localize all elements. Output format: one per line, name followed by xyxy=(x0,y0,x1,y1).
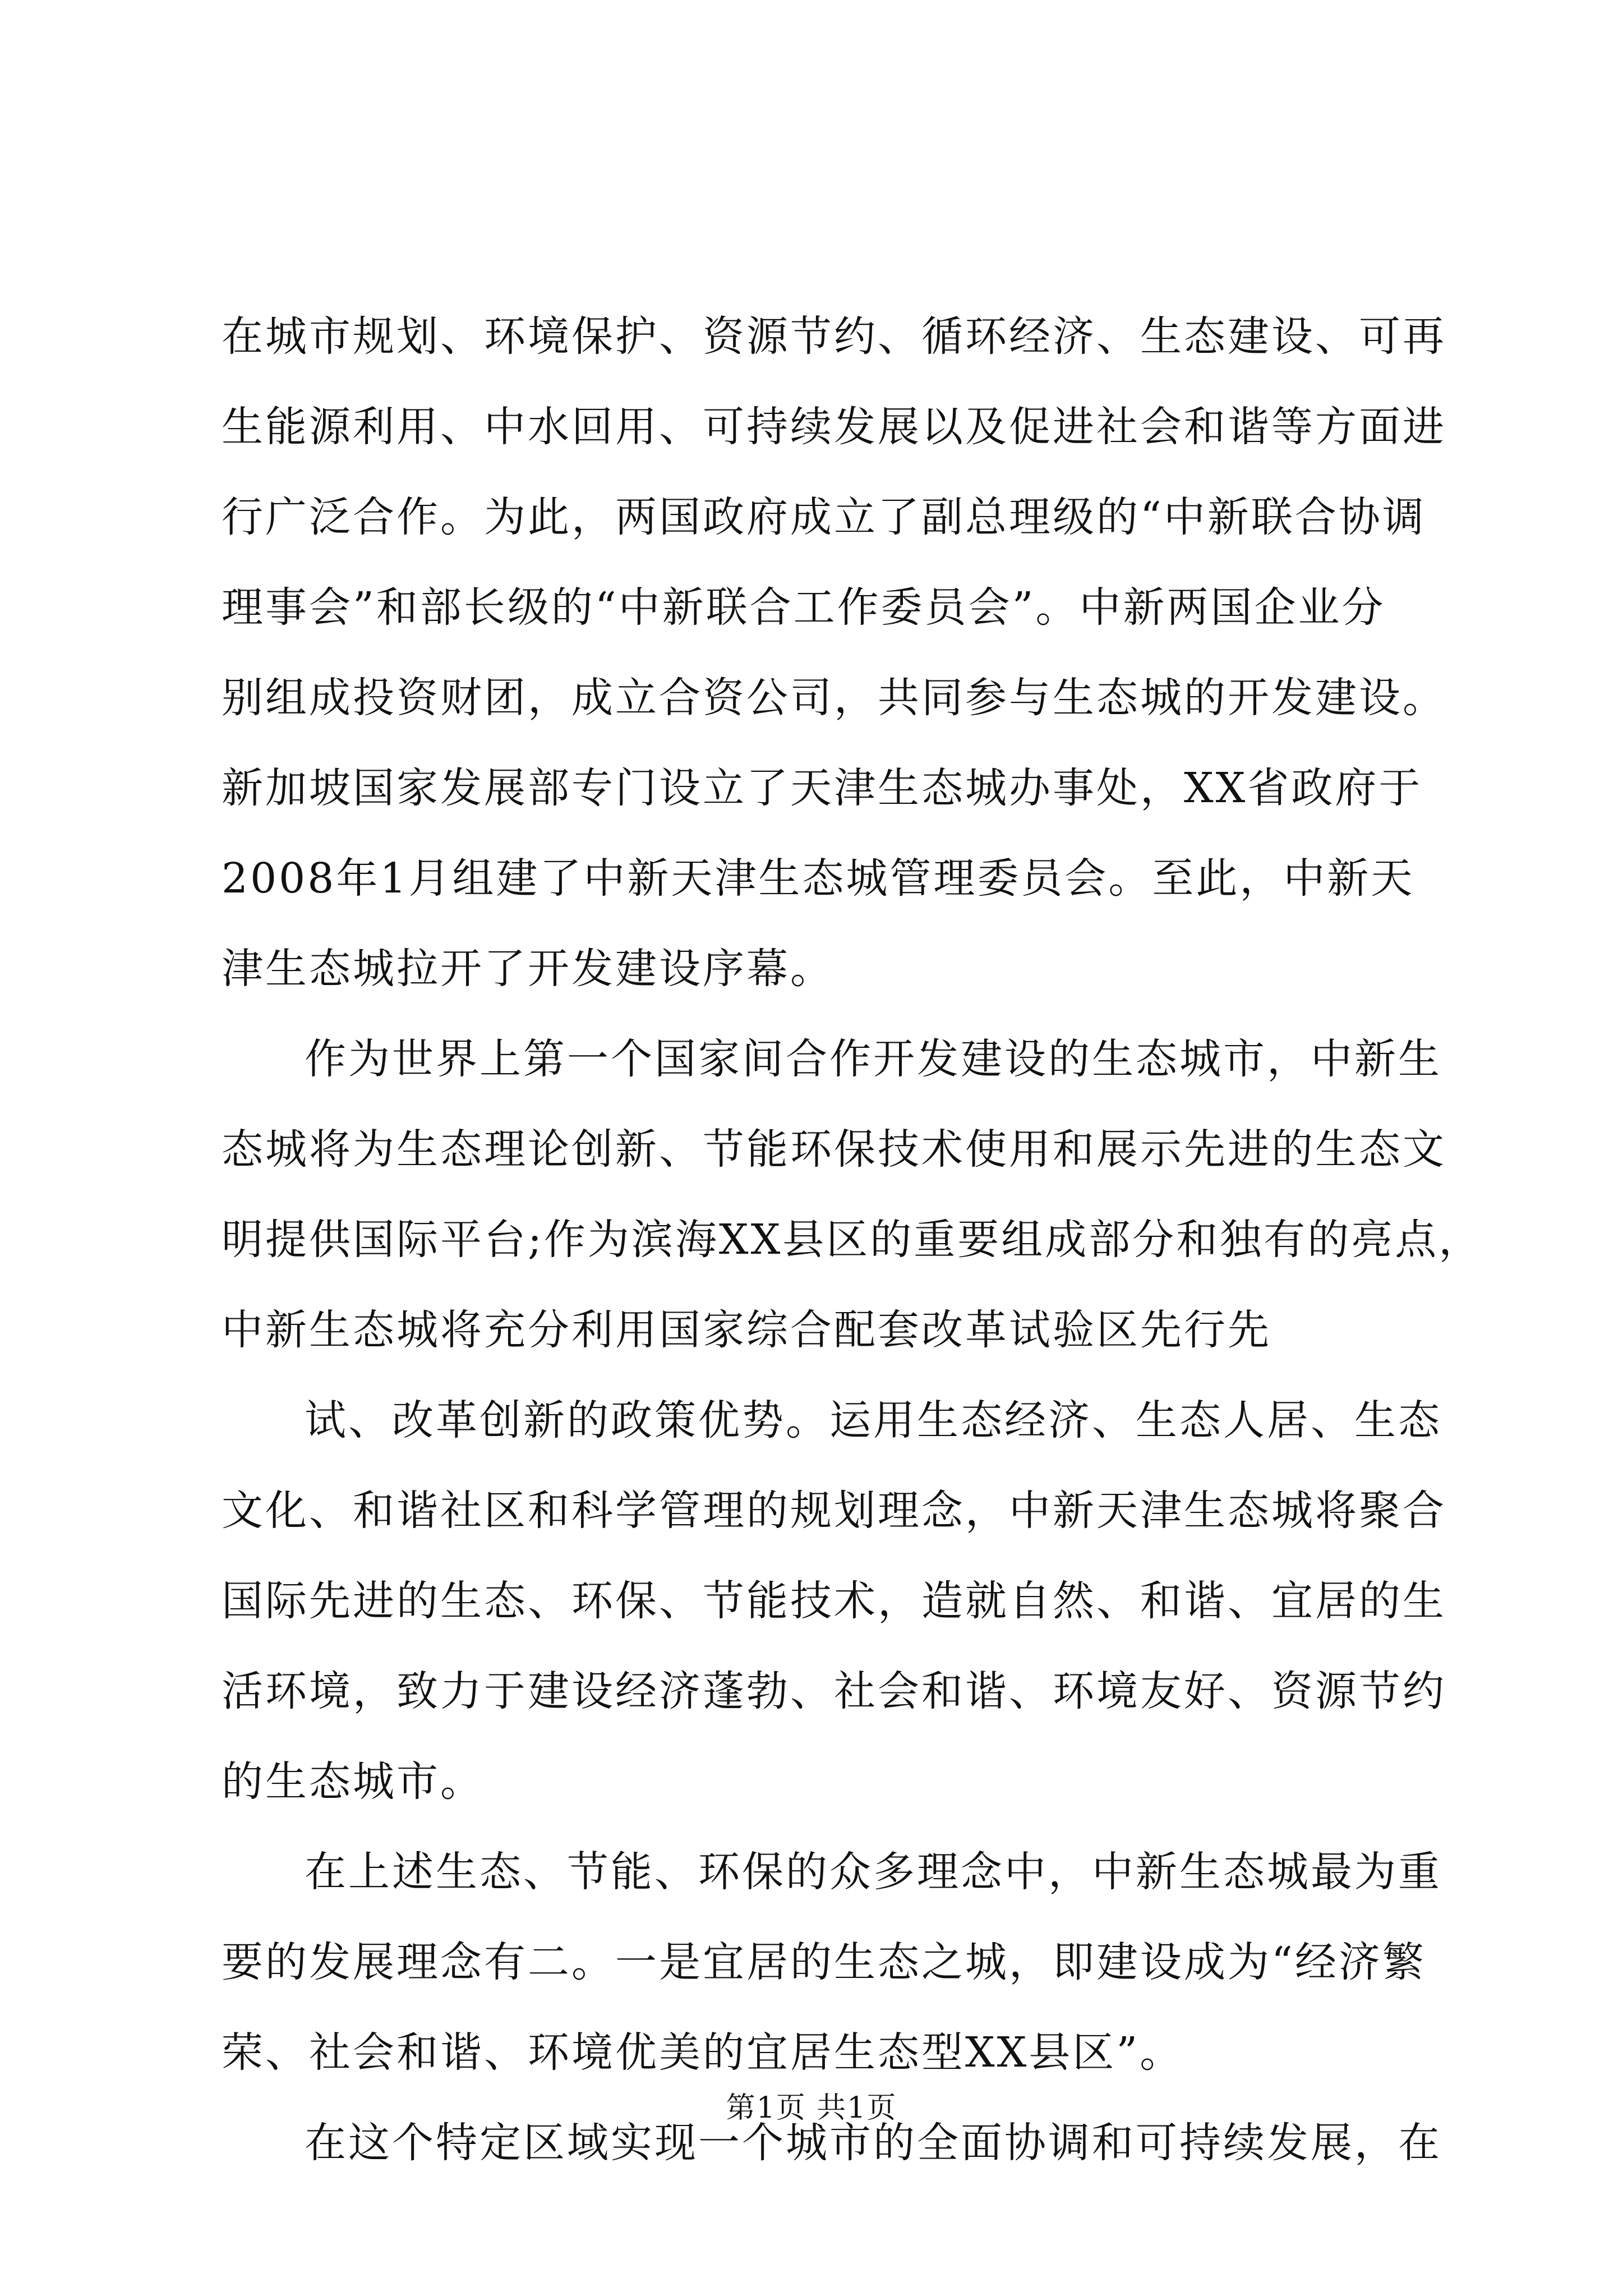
document-body xyxy=(222,292,1483,2188)
text-line: 在上述生态、节能、环保的众多理念中，中新生态城最为重 xyxy=(305,1848,1442,1896)
text-line: 别组成投资财团，成立合资公司，共同参与生态城的开发建设。 xyxy=(222,674,1446,722)
text-line: 作为世界上第一个国家间合作开发建设的生态城市，中新生 xyxy=(305,1035,1442,1083)
paragraph-3 xyxy=(222,1375,1446,1827)
paragraph-2 xyxy=(222,1014,1483,1375)
text-line: 在这个特定区域实现一个城市的全面协调和可持续发展，在 xyxy=(305,2119,1442,2167)
text-line: 国际先进的生态、环保、节能技术，造就自然、和谐、宜居的生 xyxy=(222,1577,1446,1625)
text-line: 试、改革创新的政策优势。运用生态经济、生态人居、生态 xyxy=(305,1396,1442,1444)
text-line: 行广泛合作。为此，两国政府成立了副总理级的“中新联合协调 xyxy=(222,493,1426,541)
text-line: 中新生态城将充分利用国家综合配套改革试验区先行先 xyxy=(222,1306,1271,1354)
text-line: 态城将为生态理论创新、节能环保技术使用和展示先进的生态文 xyxy=(222,1125,1446,1174)
text-line: 文化、和谐社区和科学管理的规划理念，中新天津生态城将聚合 xyxy=(222,1487,1446,1535)
page-number-footer: 第1页 共1页 xyxy=(726,2091,897,2125)
text-line: 新加坡国家发展部专门设立了天津生态城办事处，XX省政府于 xyxy=(222,764,1423,812)
text-line: 生能源利用、中水回用、可持续发展以及促进社会和谐等方面进 xyxy=(222,403,1446,451)
paragraph-1 xyxy=(222,292,1446,1014)
text-line: 活环境，致力于建设经济蓬勃、社会和谐、环境友好、资源节约 xyxy=(222,1667,1446,1715)
text-line: 的生态城市。 xyxy=(222,1757,484,1806)
text-line: 津生态城拉开了开发建设序幕。 xyxy=(222,945,834,993)
text-line: 要的发展理念有二。一是宜居的生态之城，即建设成为“经济繁 xyxy=(222,1938,1426,1986)
text-line: 明提供国际平台;作为滨海XX县区的重要组成部分和独有的亮点， xyxy=(222,1216,1483,1264)
paragraph-4 xyxy=(222,1827,1442,2098)
text-line: 荣、社会和谐、环境优美的宜居生态型XX县区”。 xyxy=(222,2028,1184,2077)
text-line: 理事会”和部长级的“中新联合工作委员会”。中新两国企业分 xyxy=(222,583,1386,632)
text-line: 2008年1月组建了中新天津生态城管理委员会。至此，中新天 xyxy=(222,854,1415,903)
text-line: 在城市规划、环境保护、资源节约、循环经济、生态建设、可再 xyxy=(222,312,1446,361)
